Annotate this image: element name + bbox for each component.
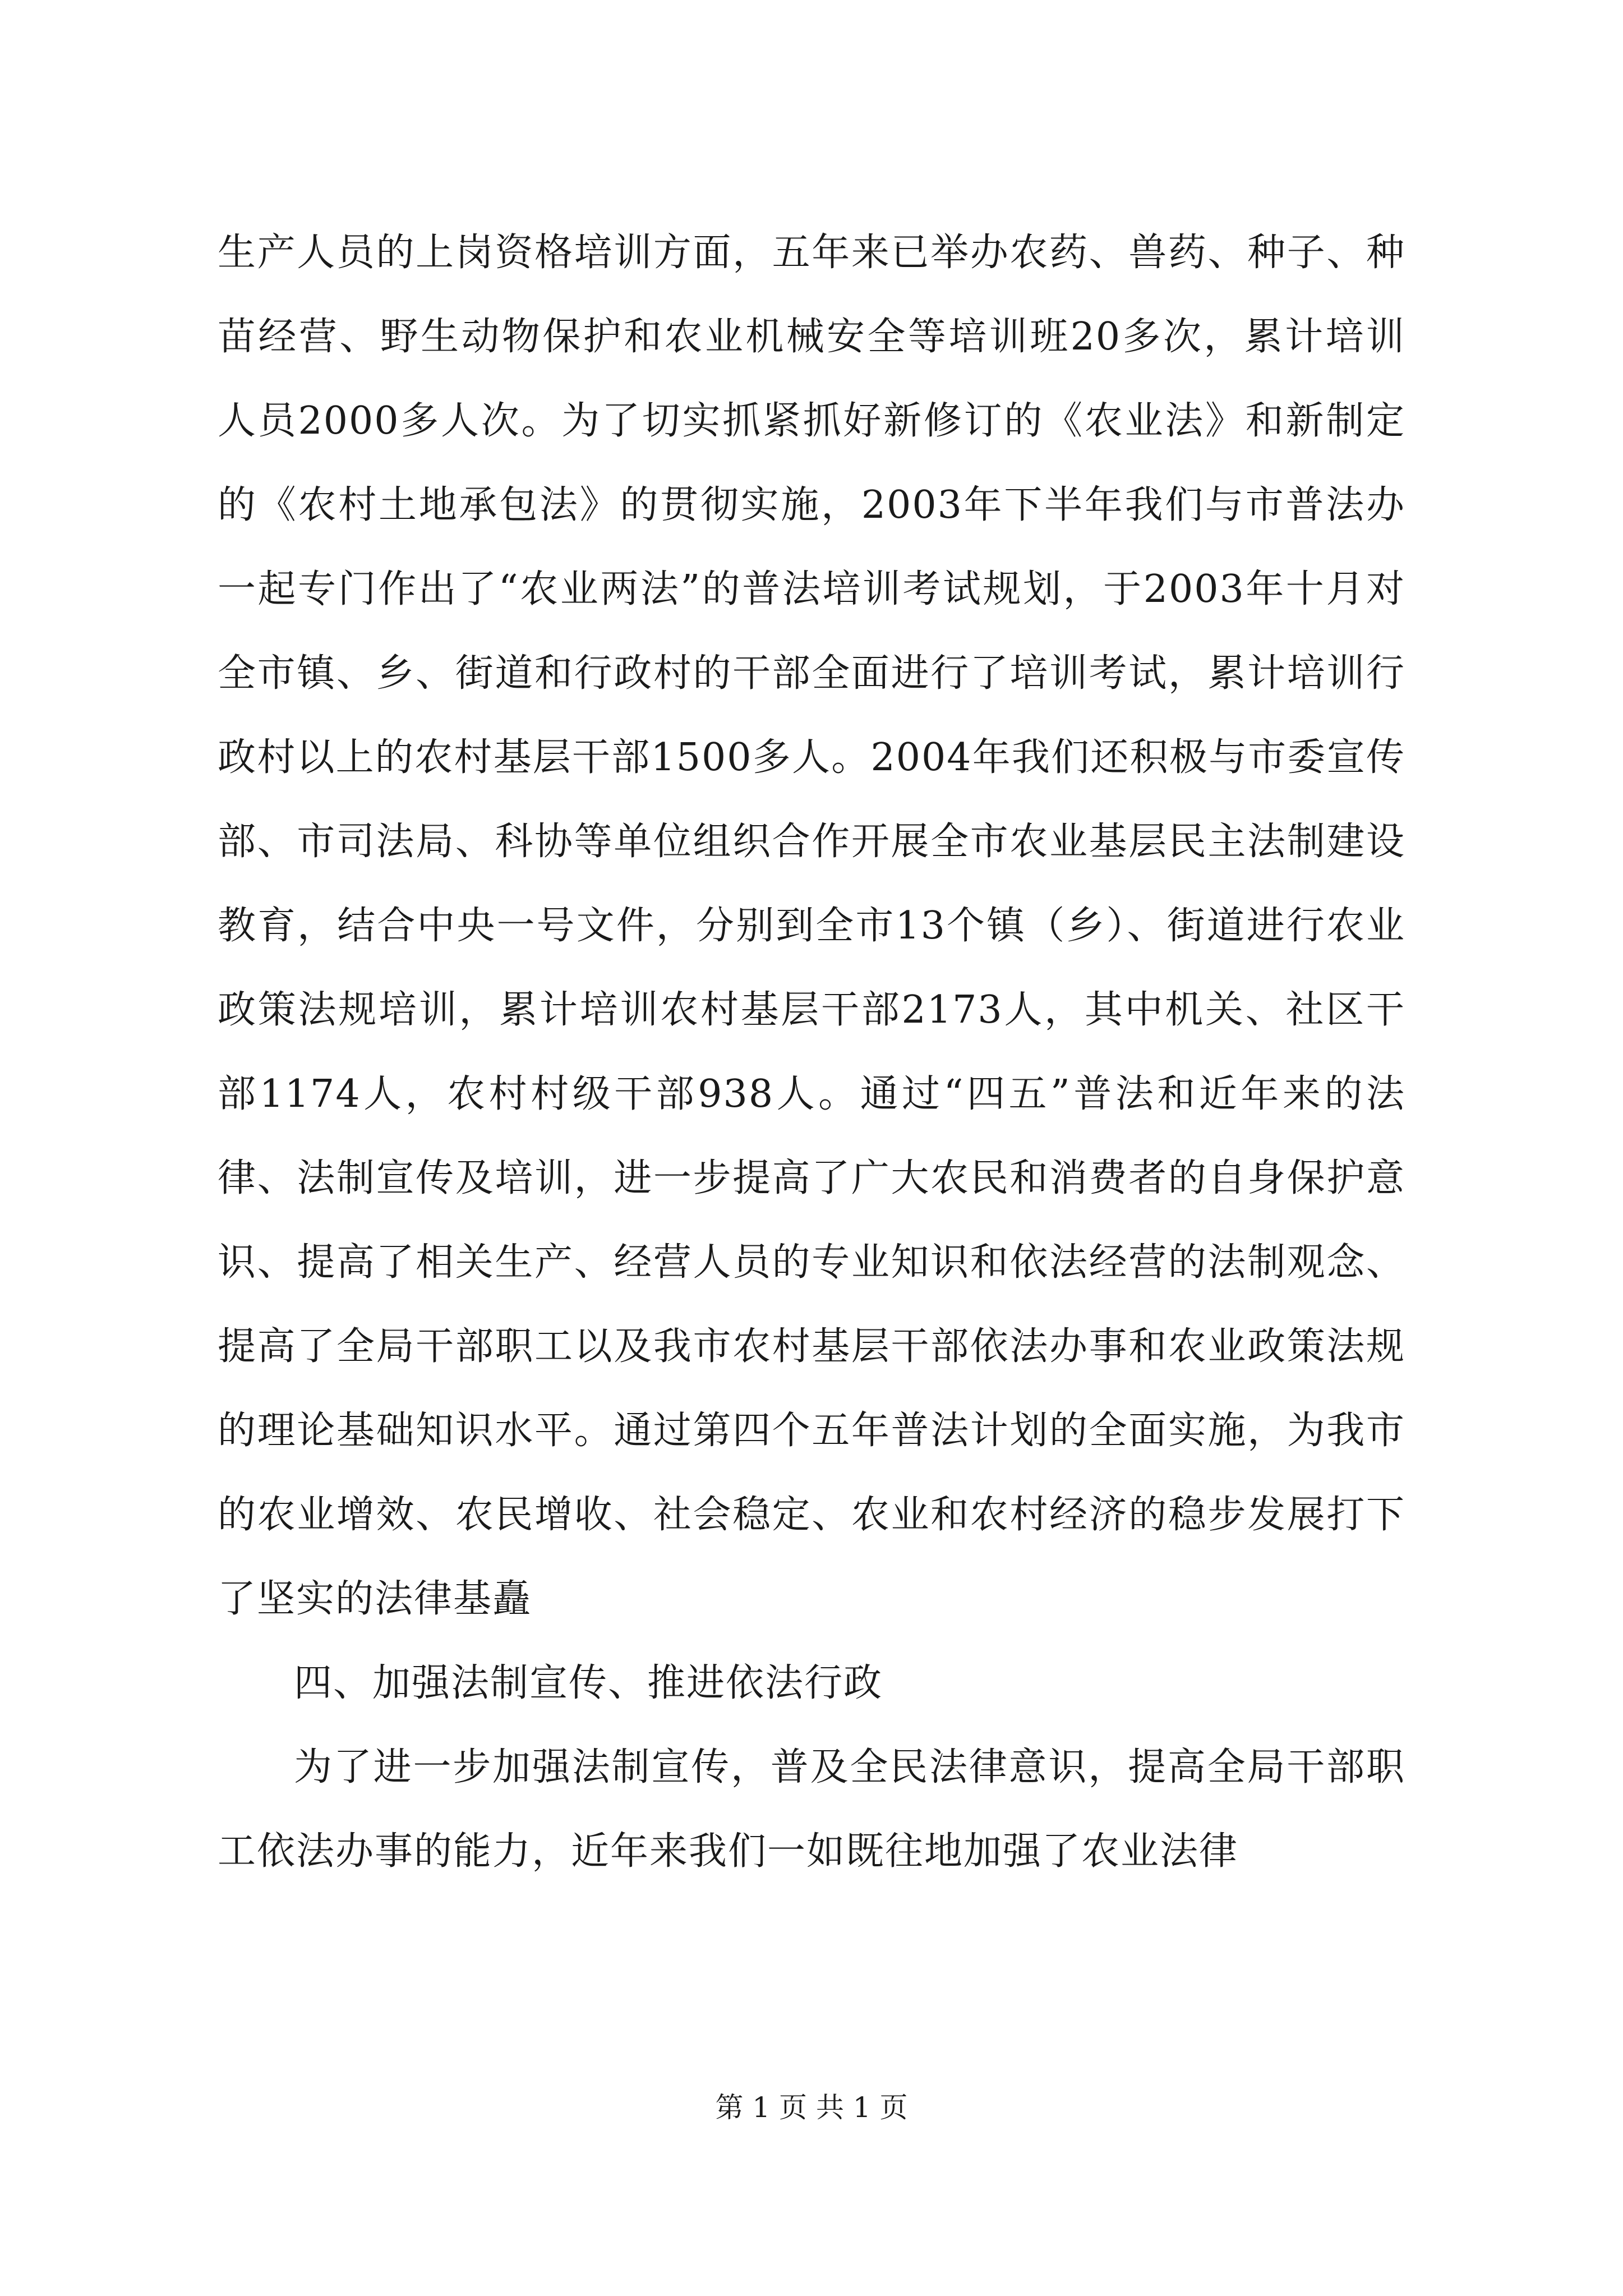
page-footer: 第 1 页 共 1 页 <box>715 2091 908 2124</box>
paragraph-legal-publicity: 为了进一步加强法制宣传，普及全民法律意识，提高全局干部职工依法办事的能力，近年来我们一如既往地加强了农业法律 <box>218 1745 1405 1874</box>
section-heading: 四、加强法制宣传、推进依法行政 <box>294 1661 883 1705</box>
document-body <box>218 211 1405 1894</box>
paragraph-training-summary: 生产人员的上岗资格培训方面，五年来已举办农药、兽药、种子、种苗经营、野生动物保护和农业机械安全等培训班20多次，累计培训人员2000多人次。为了切实抓紧抓好新修订的《农业法》和新制定的《农村土地承包法》的贯彻实施，2003年下半年我们与市普法办一起专门作出了“农业两法”的普法培训考试规划，于2003年十月对全市镇、乡、街道和行政村的干部全面进行了培训考试，累计培训行政村以上的农村基层干部1500多人。2004年我们还积极与市委宣传部、市司法局、科协等单位组织合作开展全市农业基层民主法制建设教育，结合中央一号文件，分别到全市13个镇（乡）、街道进行农业政策法规培训，累计培训农村基层干部2173人，其中机关、社区干部1174人，农村村级干部938人。通过“四五”普法和近年来的法律、法制宣传及培训，进一步提高了广大农民和消费者的自身保护意识、提高了相关生产、经营人员的专业知识和依法经营的法制观念、提高了全局干部职工以及我市农村基层干部依法办事和农业政策法规的理论基础知识水平。通过第四个五年普法计划的全面实施，为我市的农业增效、农民增收、社会稳定、农业和农村经济的稳步发展打下了坚实的法律基矗 <box>218 231 1405 1621</box>
